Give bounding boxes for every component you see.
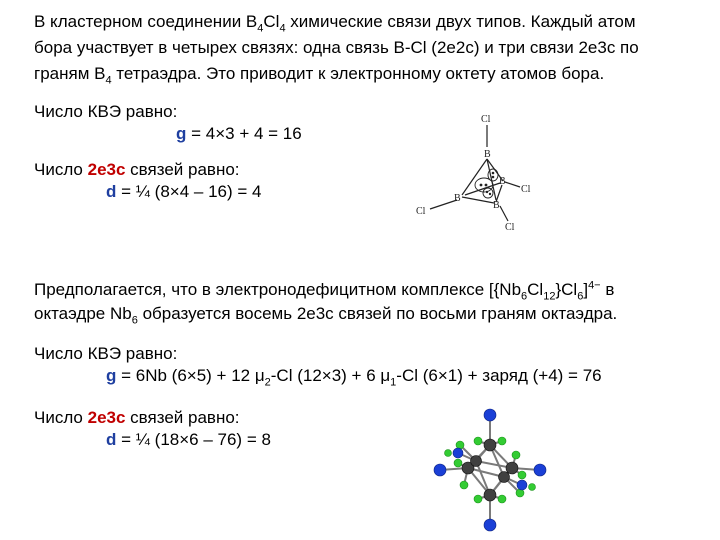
b-label-front: B	[493, 200, 500, 211]
kve1-label: Число КВЭ равно:	[34, 102, 178, 121]
bonds2-formula: d = ¼ (18×6 – 76) = 8	[106, 430, 271, 449]
cl-label-bottom: Cl	[505, 222, 515, 233]
intro-line-1: В кластерном соединении $B_4Cl_4$ химические связи двух типов. Каждый атом	[34, 12, 636, 35]
nb6cl18-cluster-model	[428, 405, 552, 535]
intro-line-2: бора участвует в четырех связях: одна связь B-Cl (2e2c) и три связи 2e3c по	[34, 38, 639, 57]
b-label-top: B	[484, 149, 491, 160]
bonds1-label: Число 2е3с связей равно:	[34, 160, 240, 179]
bonds2-label: Число 2е3с связей равно:	[34, 408, 240, 427]
kve1-formula: g = 4×3 + 4 = 16	[176, 124, 302, 143]
nb-line-2: октаэдре $Nb_6$ образуется восемь 2e3c связей по восьми граням октаэдра.	[34, 304, 618, 327]
kve2-label: Число КВЭ равно:	[34, 344, 178, 363]
cl-label-left: Cl	[416, 206, 426, 217]
b-label-right: B	[499, 176, 506, 187]
cl-label-right: Cl	[521, 184, 531, 195]
nb-line-1: Предполагается, что в электронодефицитном комплексе $[\{Nb_6Cl_{12}\}Cl_6]^{4-}$ в	[34, 279, 615, 303]
cl-label-top: Cl	[481, 114, 491, 125]
bonds1-formula: d = ¼ (8×4 – 16) = 4	[106, 182, 262, 201]
b-label-left: B	[454, 193, 461, 204]
intro-line-3: граням $B_4$ тетраэдра. Это приводит к электронному октету атомов бора.	[34, 64, 605, 87]
kve2-formula: g = 6Nb (6×5) + 12 $\mu_2-Cl$ (12×3) + 6 $\mu_1-Cl$ (6×1) + заряд (+4) = 76	[106, 366, 602, 389]
b4cl4-structure-diagram	[410, 105, 540, 235]
